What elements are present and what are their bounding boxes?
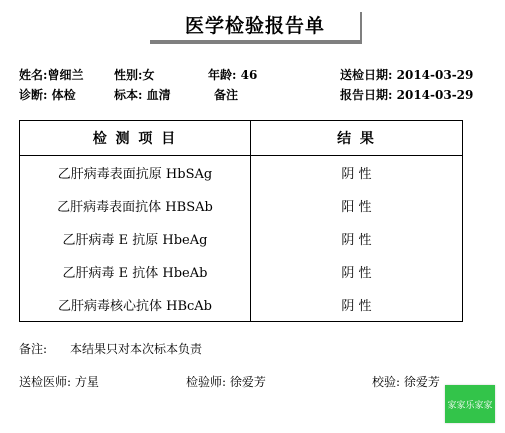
sig-tester-value: 徐爱芳 — [229, 375, 266, 389]
report-title: 医学检验报告单 — [184, 15, 325, 37]
sig-doctor — [19, 373, 99, 390]
test-item: 乙肝病毒 E 抗体 HbeAb — [20, 255, 251, 288]
test-result: 阴 性 — [251, 156, 463, 190]
test-result: 阳 性 — [251, 189, 463, 222]
specimen — [114, 86, 171, 103]
note-label: 备注: — [19, 342, 48, 356]
sig-tester-label: 检验师: — [186, 375, 227, 389]
patient-age — [208, 66, 257, 83]
sig-checker-label: 校验: — [372, 375, 401, 389]
submit-date-value: 2014-03-29 — [396, 68, 474, 82]
diagnosis — [19, 86, 76, 103]
submit-date — [340, 66, 473, 83]
table-row — [20, 156, 463, 190]
watermark-text: 家家乐家家 — [447, 400, 493, 411]
patient-name — [19, 66, 83, 83]
test-result: 阴 性 — [251, 222, 463, 255]
patient-name-value: 曾细兰 — [47, 68, 84, 82]
table-row — [20, 288, 463, 322]
header-result: 结 果 — [251, 121, 463, 156]
test-item: 乙肝病毒核心抗体 HBcAb — [20, 288, 251, 322]
sig-doctor-value: 方星 — [74, 375, 99, 389]
patient-gender — [114, 66, 154, 83]
table-row — [20, 222, 463, 255]
test-item: 乙肝病毒表面抗原 HbSAg — [20, 156, 251, 190]
test-result: 阴 性 — [251, 255, 463, 288]
patient-name-label: 姓名: — [19, 68, 48, 82]
patient-age-value: 46 — [240, 68, 258, 82]
results-table — [19, 120, 463, 322]
watermark-logo — [445, 385, 495, 423]
report-title-box — [150, 12, 362, 44]
remark-label: 备注 — [214, 88, 239, 102]
sig-tester — [186, 373, 266, 390]
note-text: 本结果只对本次标本负责 — [69, 342, 202, 356]
patient-gender-value: 女 — [142, 68, 155, 82]
diagnosis-value: 体检 — [51, 88, 76, 102]
patient-age-label: 年龄: — [208, 68, 237, 82]
test-item: 乙肝病毒 E 抗原 HbeAg — [20, 222, 251, 255]
test-result: 阴 性 — [251, 288, 463, 322]
report-note — [19, 340, 202, 357]
test-item: 乙肝病毒表面抗体 HBSAb — [20, 189, 251, 222]
table-row — [20, 255, 463, 288]
sig-checker — [372, 373, 440, 390]
results-header-row — [20, 121, 463, 156]
header-item: 检 测 项 目 — [20, 121, 251, 156]
report-date — [340, 86, 473, 103]
table-row — [20, 189, 463, 222]
diagnosis-label: 诊断: — [19, 88, 48, 102]
submit-date-label: 送检日期: — [340, 68, 393, 82]
remark — [214, 86, 238, 103]
sig-checker-value: 徐爱芳 — [403, 375, 440, 389]
report-date-label: 报告日期: — [340, 88, 393, 102]
sig-doctor-label: 送检医师: — [19, 375, 72, 389]
patient-gender-label: 性别: — [114, 68, 143, 82]
report-date-value: 2014-03-29 — [396, 88, 474, 102]
specimen-label: 标本: — [114, 88, 143, 102]
specimen-value: 血清 — [146, 88, 171, 102]
